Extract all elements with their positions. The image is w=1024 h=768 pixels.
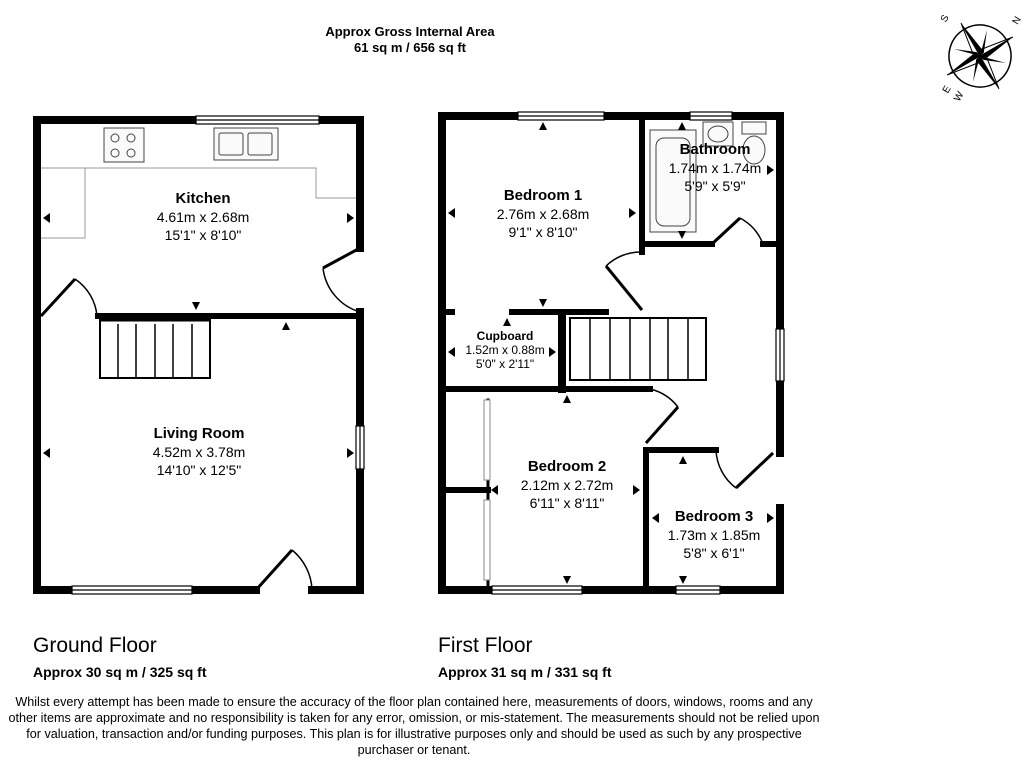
room-metric: 1.52m x 0.88m [465, 343, 545, 357]
room-name: Cupboard [476, 329, 534, 343]
compass-letter-s: S [938, 13, 952, 25]
room-imperial: 14'10" x 12'5" [156, 462, 242, 478]
room-name: Bathroom [679, 141, 751, 158]
room-metric: 2.12m x 2.72m [520, 477, 614, 493]
ground-floor-plan [37, 116, 364, 594]
room-label-kitchen [118, 190, 288, 244]
room-name: Bedroom 1 [503, 187, 583, 204]
room-name: Bedroom 2 [527, 458, 607, 475]
ground-floor-doors [41, 248, 360, 590]
room-imperial: 5'0" x 2'11" [475, 357, 535, 371]
room-name: Living Room [153, 425, 245, 442]
disclaimer-text: Whilst every attempt has been made to ensure the accuracy of the floor plan contained here, measurements of doors, windows, rooms and any other items are approximate and no responsibility is taken for any error, omission, or mis-statement. The measurements should not be relied upon for valuation, transaction and/or funding purposes. This plan is for illustrative purposes only and should be used as such by any prospective purchaser or tenant. [8, 695, 820, 757]
first-floor-area: Approx 31 sq m / 331 sq ft [438, 664, 612, 680]
hob-icon [104, 128, 144, 162]
room-imperial: 6'11" x 8'11" [529, 495, 605, 511]
room-name: Bedroom 3 [674, 508, 754, 525]
room-imperial: 15'1" x 8'10" [164, 227, 242, 243]
first-floor-stairs [570, 318, 706, 380]
room-metric: 4.52m x 3.78m [152, 444, 246, 460]
compass-letter-w: W [952, 89, 967, 104]
compass-letter-n: N [1010, 14, 1024, 27]
gross-area-title: Approx Gross Internal Area [325, 24, 495, 39]
compass-letter-e: E [940, 84, 954, 96]
room-label-bedroom-3 [652, 508, 776, 562]
room-metric: 1.74m x 1.74m [668, 160, 762, 176]
first-floor-title: First Floor [438, 634, 533, 657]
ground-floor-area: Approx 30 sq m / 325 sq ft [33, 664, 207, 680]
room-label-cupboard [452, 329, 558, 371]
ground-floor-title: Ground Floor [33, 634, 157, 657]
ground-floor-stairs [100, 319, 210, 378]
room-metric: 4.61m x 2.68m [156, 209, 250, 225]
room-imperial: 9'1" x 8'10" [508, 224, 578, 240]
room-label-bedroom-2 [492, 458, 642, 512]
room-label-living-room [114, 425, 284, 479]
room-metric: 2.76m x 2.68m [496, 206, 590, 222]
room-name: Kitchen [175, 190, 231, 207]
room-label-bathroom [650, 141, 780, 195]
room-label-bedroom-1 [458, 187, 628, 241]
sink-icon [214, 128, 278, 160]
room-imperial: 5'8" x 6'1" [683, 545, 745, 561]
room-imperial: 5'9" x 5'9" [684, 178, 746, 194]
gross-area-total: 61 sq m / 656 sq ft [354, 40, 466, 55]
room-metric: 1.73m x 1.85m [667, 527, 761, 543]
ground-floor-windows [72, 116, 364, 594]
